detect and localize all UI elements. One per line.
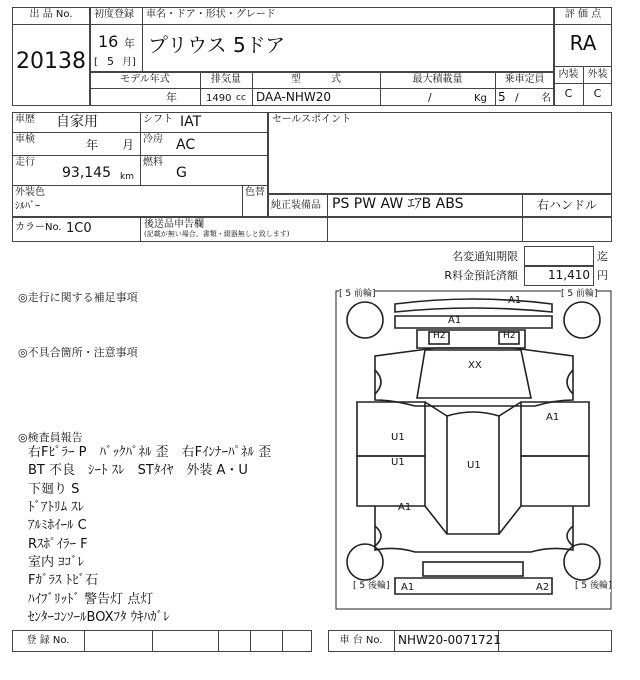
color-no-label: カラーNo. (15, 222, 62, 233)
mark-hood: XX (468, 360, 482, 371)
fuel-label: 燃料 (143, 157, 163, 168)
type-value: DAA-NHW20 (256, 90, 331, 104)
divider (142, 7, 143, 72)
mileage-label: 走行 (15, 157, 35, 168)
divider (84, 630, 85, 652)
grille-shape (395, 316, 552, 328)
inspector-note: ﾊｲﾌﾞﾘｯﾄﾞ 警告灯 点灯 (28, 592, 154, 607)
ac-label: 冷房 (143, 134, 163, 145)
fender-left-curve (375, 370, 381, 394)
equipment-value: PS PW AW ｴｱB ABS (332, 196, 464, 212)
divider (140, 217, 141, 242)
selling-points-label: セールスポイント (272, 114, 352, 125)
eval-label: 評 価 点 (564, 9, 602, 20)
car-outline-svg (335, 290, 612, 610)
max-load-label: 最大積載量 (412, 74, 463, 85)
wheel-label-rear-left: [ 5 後輪] (353, 581, 390, 591)
fender-right-curve (567, 370, 573, 394)
reg-no-label: 登 録 No. (26, 635, 70, 646)
capacity-label: 乗車定員 (504, 74, 545, 85)
mileage-unit: km (120, 172, 134, 182)
ac-value: AC (176, 137, 196, 153)
divider (90, 24, 554, 25)
car-name: プリウス 5ドア (148, 33, 286, 57)
wheel-front-right (564, 302, 600, 338)
rear-light-bar-shape (423, 562, 523, 576)
divider (140, 112, 141, 185)
mileage-value: 93,145 (62, 165, 111, 181)
capacity-unit: 名 (541, 93, 551, 104)
wheel-label-front-left: [ 5 前輪] (339, 289, 376, 299)
car-diagram (335, 290, 612, 610)
recycle-unit: 円 (597, 269, 608, 282)
inspector-note: ﾄﾞｱﾄﾘﾑ ｽﾚ (28, 500, 85, 515)
mark-rear-bumper-right: A2 (536, 582, 550, 593)
pillar-line (425, 402, 447, 416)
mark-roof: U1 (467, 460, 481, 471)
divider (282, 630, 283, 652)
mark-rear-fender-left: A1 (398, 502, 412, 513)
month-unit: 月] (122, 57, 136, 68)
wheel-label-front-right: [ 5 前輪] (561, 289, 598, 299)
mark-grille: A1 (448, 315, 462, 326)
recycle-label: R料金預託済額 (444, 269, 518, 282)
first-reg-label: 初度登録 (94, 9, 134, 20)
interior-grade: C (564, 87, 573, 100)
model-year-unit: 年 (166, 91, 177, 104)
pillar-line (499, 506, 521, 534)
divider (242, 185, 243, 217)
divider (250, 630, 251, 652)
door-right-front-shape (521, 402, 589, 456)
first-reg-year: 16 (98, 32, 119, 51)
year-unit: 年 (124, 37, 135, 50)
inspector-note: 下廻り S (28, 482, 80, 497)
inspector-note: Fｶﾞﾗｽ ﾄﾋﾞ石 (28, 573, 99, 588)
equipment-label: 純正装備品 (271, 200, 321, 211)
driving-notes-label: ◎走行に関する補足事項 (18, 291, 138, 304)
exterior-color-value: ｼﾙﾊﾞｰ (15, 201, 40, 212)
hood-shape (417, 350, 531, 398)
capacity-value: 5 (498, 90, 506, 104)
divider (394, 630, 395, 652)
chassis-label: 車 台 No. (339, 635, 383, 646)
handle-value: 右ハンドル (536, 198, 597, 212)
name-change-label: 名変通知期限 (452, 250, 518, 263)
divider (12, 24, 90, 25)
divider (554, 24, 612, 25)
eval-score: RA (569, 31, 597, 55)
roof-shape (447, 412, 499, 534)
fuel-value: G (176, 165, 187, 181)
mark-front-bumper: A1 (508, 295, 522, 306)
capacity-slash: / (515, 91, 519, 104)
color-no-value: 1C0 (66, 221, 92, 236)
mark-rear-bumper-left: A1 (401, 582, 415, 593)
inspection-month: 月 (122, 138, 135, 152)
inspector-note: Rｽﾎﾟｲﾗｰ F (28, 537, 88, 552)
shift-label: シフト (143, 114, 173, 125)
model-year-label: モデル年式 (120, 74, 170, 85)
inspector-note: BT 不良 ｼｰﾄ ｽﾚ STﾀｲﾔ 外装 A・U (28, 463, 248, 478)
divider (327, 217, 328, 242)
car-name-label: 車名・ドア・形状・グレード (146, 9, 276, 20)
interior-label: 内装 (558, 69, 579, 80)
mark-door-left-front: U1 (391, 432, 405, 443)
history-value: 自家用 (56, 114, 98, 130)
pillar-line (499, 402, 521, 416)
history-label: 車歴 (15, 114, 35, 125)
divider (522, 217, 523, 242)
front-bumper-shape (395, 299, 552, 312)
shift-value: IAT (180, 114, 202, 130)
divider (327, 194, 328, 217)
max-load-slash: / (428, 91, 432, 104)
door-left-front-shape (357, 402, 425, 456)
max-load-unit: Kg (474, 93, 487, 104)
chassis-value: NHW20-0071721 (398, 633, 501, 647)
mark-front-fender-right: A1 (546, 412, 560, 423)
first-reg-month: 5 (107, 55, 114, 68)
inspection-label: 車検 (15, 134, 35, 145)
displacement-label: 排気量 (211, 74, 241, 85)
mark-door-left-rear: U1 (391, 457, 405, 468)
rear-fender-right-curve (567, 526, 573, 546)
inspector-note: ｾﾝﾀｰｺﾝｿｰﾙBOXﾌﾀ ｳｷﾊｶﾞﾚ (28, 610, 170, 625)
inspector-label: ◎検査員報告 (18, 431, 83, 444)
exterior-color-label: 外装色 (15, 187, 45, 198)
name-change-unit: 迄 (597, 250, 608, 263)
name-change-box (524, 246, 594, 266)
divider (218, 630, 219, 652)
divider (12, 185, 268, 186)
inspector-note: ｱﾙﾐﾎｲｰﾙ C (28, 518, 87, 533)
type-label: 型 式 (291, 74, 341, 85)
post-documents-note: (記載が無い場合、書類・綴器無しと致します) (144, 230, 290, 238)
pillar-line (425, 506, 447, 534)
displacement-value: 1490 (206, 93, 232, 104)
lot-number: 20138 (16, 49, 86, 74)
divider (152, 630, 153, 652)
defects-label: ◎不具合箇所・注意事項 (18, 346, 138, 359)
color-change-label: 色替 (245, 187, 265, 198)
mark-headlight-left: H2 (433, 331, 446, 341)
month-bracket: [ (94, 57, 98, 68)
inspection-year: 年 (86, 138, 99, 152)
displacement-unit: cc (236, 93, 246, 103)
divider (90, 88, 554, 89)
rear-bumper-shape (395, 578, 552, 594)
lot-label: 出 品 No. (29, 9, 73, 20)
inspector-note: 右Fﾋﾟﾗｰ P ﾊﾞｯｸﾊﾟﾈﾙ 歪 右Fｲﾝﾅｰﾊﾟﾈﾙ 歪 (28, 445, 272, 460)
post-documents-label: 後送品申告欄 (144, 219, 204, 230)
rear-fender-left-curve (375, 526, 381, 546)
recycle-value: 11,410 (548, 268, 590, 282)
mark-headlight-right: H2 (503, 331, 516, 341)
wheel-label-rear-right: [ 5 後輪] (575, 581, 612, 591)
exterior-label: 外装 (587, 69, 608, 80)
door-right-rear-shape (521, 456, 589, 506)
exterior-grade: C (593, 87, 602, 100)
wheel-front-left (347, 302, 383, 338)
inspector-note: 室内 ﾖｺﾞﾚ (28, 555, 85, 570)
